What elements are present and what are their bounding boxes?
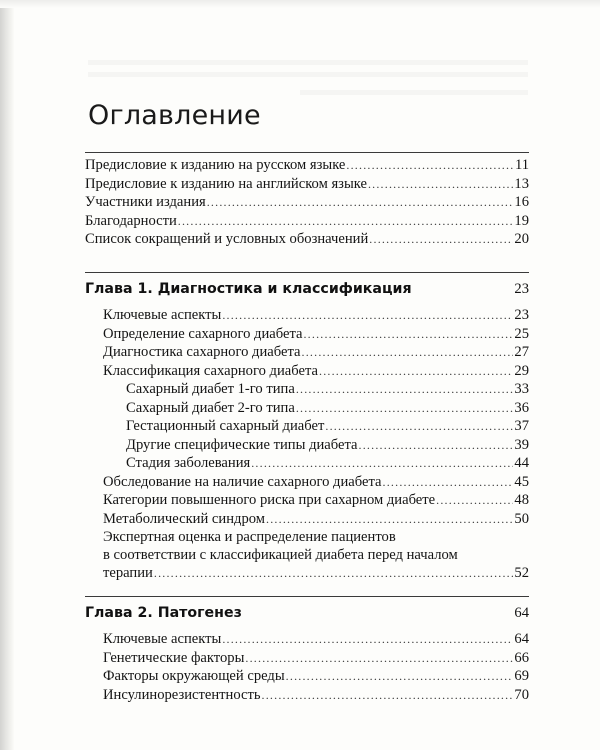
chapter-heading[interactable]: [85, 605, 529, 627]
toc-entry[interactable]: [85, 213, 529, 232]
toc-entry-title: Предисловие к изданию на английском языке: [85, 175, 367, 192]
toc-entry[interactable]: [85, 231, 529, 250]
bleed-through-line: [300, 90, 528, 95]
toc-entry-title: Обследование на наличие сахарного диабета: [103, 473, 382, 490]
toc-entry[interactable]: [85, 157, 529, 176]
section-rule: [85, 272, 529, 273]
toc-entry-page: 48: [514, 492, 529, 508]
toc-entry[interactable]: [85, 511, 529, 530]
toc-entry-page: 29: [514, 362, 529, 379]
toc-entry-title: Генетические факторы: [103, 649, 245, 666]
dot-leader: [178, 214, 514, 229]
toc-entry-page: 37: [514, 418, 529, 434]
toc-entry-title: Ключевые аспекты: [103, 307, 222, 323]
toc-entry-page: 66: [514, 649, 529, 666]
toc-entry[interactable]: [85, 565, 529, 584]
chapter-title: Глава 1. Диагностика и классификация: [85, 281, 412, 297]
dot-leader: [296, 382, 514, 397]
toc-entry-title: Определение сахарного диабета: [103, 325, 303, 342]
toc-entry-title: Классификация сахарного диабета: [103, 362, 318, 379]
toc-entry[interactable]: [85, 400, 529, 419]
toc-entry-page: 70: [514, 686, 529, 703]
toc-entry-line[interactable]: [85, 529, 529, 547]
toc-entry-title: Другие специфические типы диабета: [126, 436, 358, 453]
toc-entry-page: 39: [514, 436, 529, 453]
toc-entry-title: Категории повышенного риска при сахарном диабете: [103, 492, 436, 508]
toc-entry-page: 64: [514, 631, 529, 647]
toc-entry-title: Предисловие к изданию на русском языке: [85, 157, 346, 173]
dot-leader: [359, 438, 514, 453]
toc-entry-page: 50: [514, 510, 529, 527]
dot-leader: [383, 475, 514, 490]
toc-entry-title: Список сокращений и условных обозначений: [85, 231, 369, 247]
toc-entry-line[interactable]: [85, 547, 529, 565]
toc-entry[interactable]: [85, 650, 529, 669]
chapter-1-section: [85, 281, 529, 584]
chapter-title: Глава 2. Патогенез: [85, 605, 242, 621]
dot-leader: [207, 195, 514, 210]
toc-entry-title: Стадия заболевания: [126, 455, 251, 471]
toc-entry-page: 25: [514, 325, 529, 342]
dot-leader: [436, 493, 513, 508]
toc-entry-page: 13: [514, 175, 529, 192]
chapter-page: 64: [514, 605, 529, 621]
bleed-through-line: [88, 60, 528, 65]
dot-leader: [296, 401, 514, 416]
chapter-heading[interactable]: [85, 281, 529, 303]
toc-entry[interactable]: [85, 194, 529, 213]
chapter-2-section: [85, 605, 529, 705]
toc-entry[interactable]: [85, 381, 529, 400]
toc-entry[interactable]: [85, 418, 529, 437]
dot-leader: [222, 632, 513, 647]
page-title: Оглавление: [88, 100, 261, 131]
toc-entry-title: Участники издания: [85, 194, 206, 210]
dot-leader: [368, 177, 513, 192]
toc-entry[interactable]: [85, 687, 529, 706]
toc-entry[interactable]: [85, 176, 529, 195]
toc-entry-page: 44: [514, 455, 529, 471]
dot-leader: [325, 419, 513, 434]
dot-leader: [266, 512, 513, 527]
toc-entry-page: 36: [514, 399, 529, 416]
toc-entry[interactable]: [85, 344, 529, 363]
toc-entry-page: 19: [514, 212, 529, 229]
dot-leader: [319, 364, 513, 379]
toc-entry-page: 23: [514, 307, 529, 323]
toc-entry[interactable]: [85, 307, 529, 326]
toc-entry[interactable]: [85, 492, 529, 511]
toc-entry-page: 16: [514, 194, 529, 210]
dot-leader: [369, 232, 513, 247]
toc-entry-title: Метаболический синдром: [103, 510, 266, 527]
dot-leader: [346, 158, 514, 173]
page-top-shadow: [0, 0, 600, 8]
front-matter-list: [85, 157, 529, 250]
toc-entry-title: Инсулинорезистентность: [103, 686, 261, 703]
toc-entry-title: Диагностика сахарного диабета: [103, 344, 301, 360]
toc-entry-title: терапии: [103, 565, 153, 581]
dot-leader: [262, 688, 514, 703]
toc-entry[interactable]: [85, 455, 529, 474]
toc-entry-title: Ключевые аспекты: [103, 631, 222, 647]
section-rule: [85, 152, 529, 153]
toc-entry[interactable]: [85, 437, 529, 456]
toc-entry-page: 27: [514, 344, 529, 360]
toc-entry-page: 45: [514, 473, 529, 490]
toc-entry-title: Сахарный диабет 1-го типа: [126, 381, 295, 397]
chapter-page: 23: [514, 281, 529, 297]
toc-entry-title: в соответствии с классификацией диабета перед началом: [103, 547, 458, 563]
toc-entry[interactable]: [85, 668, 529, 687]
toc-entry-title: Благодарности: [85, 212, 177, 229]
dot-leader: [245, 651, 513, 666]
toc-entry-page: 11: [514, 157, 529, 173]
toc-entry[interactable]: [85, 631, 529, 650]
toc-entry-title: Сахарный диабет 2-го типа: [126, 399, 295, 416]
dot-leader: [222, 308, 513, 323]
toc-entry-title: Факторы окружающей среды: [103, 668, 285, 684]
toc-entry-title: Гестационный сахарный диабет: [126, 418, 325, 434]
toc-entry-page: 33: [514, 381, 529, 397]
toc-entry-page: 20: [514, 231, 529, 247]
dot-leader: [286, 669, 514, 684]
toc-entry[interactable]: [85, 363, 529, 382]
dot-leader: [303, 327, 513, 342]
dot-leader: [302, 345, 514, 360]
dot-leader: [154, 566, 514, 581]
page-edge-shadow: [0, 0, 14, 750]
section-rule: [85, 596, 529, 597]
dot-leader: [251, 456, 513, 471]
toc-entry-page: 52: [514, 565, 529, 581]
toc-entry[interactable]: [85, 474, 529, 493]
toc-entry-page: 69: [514, 668, 529, 684]
toc-entry-title: Экспертная оценка и распределение пациентов: [103, 529, 396, 545]
toc-entry[interactable]: [85, 326, 529, 345]
bleed-through-line: [88, 72, 528, 77]
